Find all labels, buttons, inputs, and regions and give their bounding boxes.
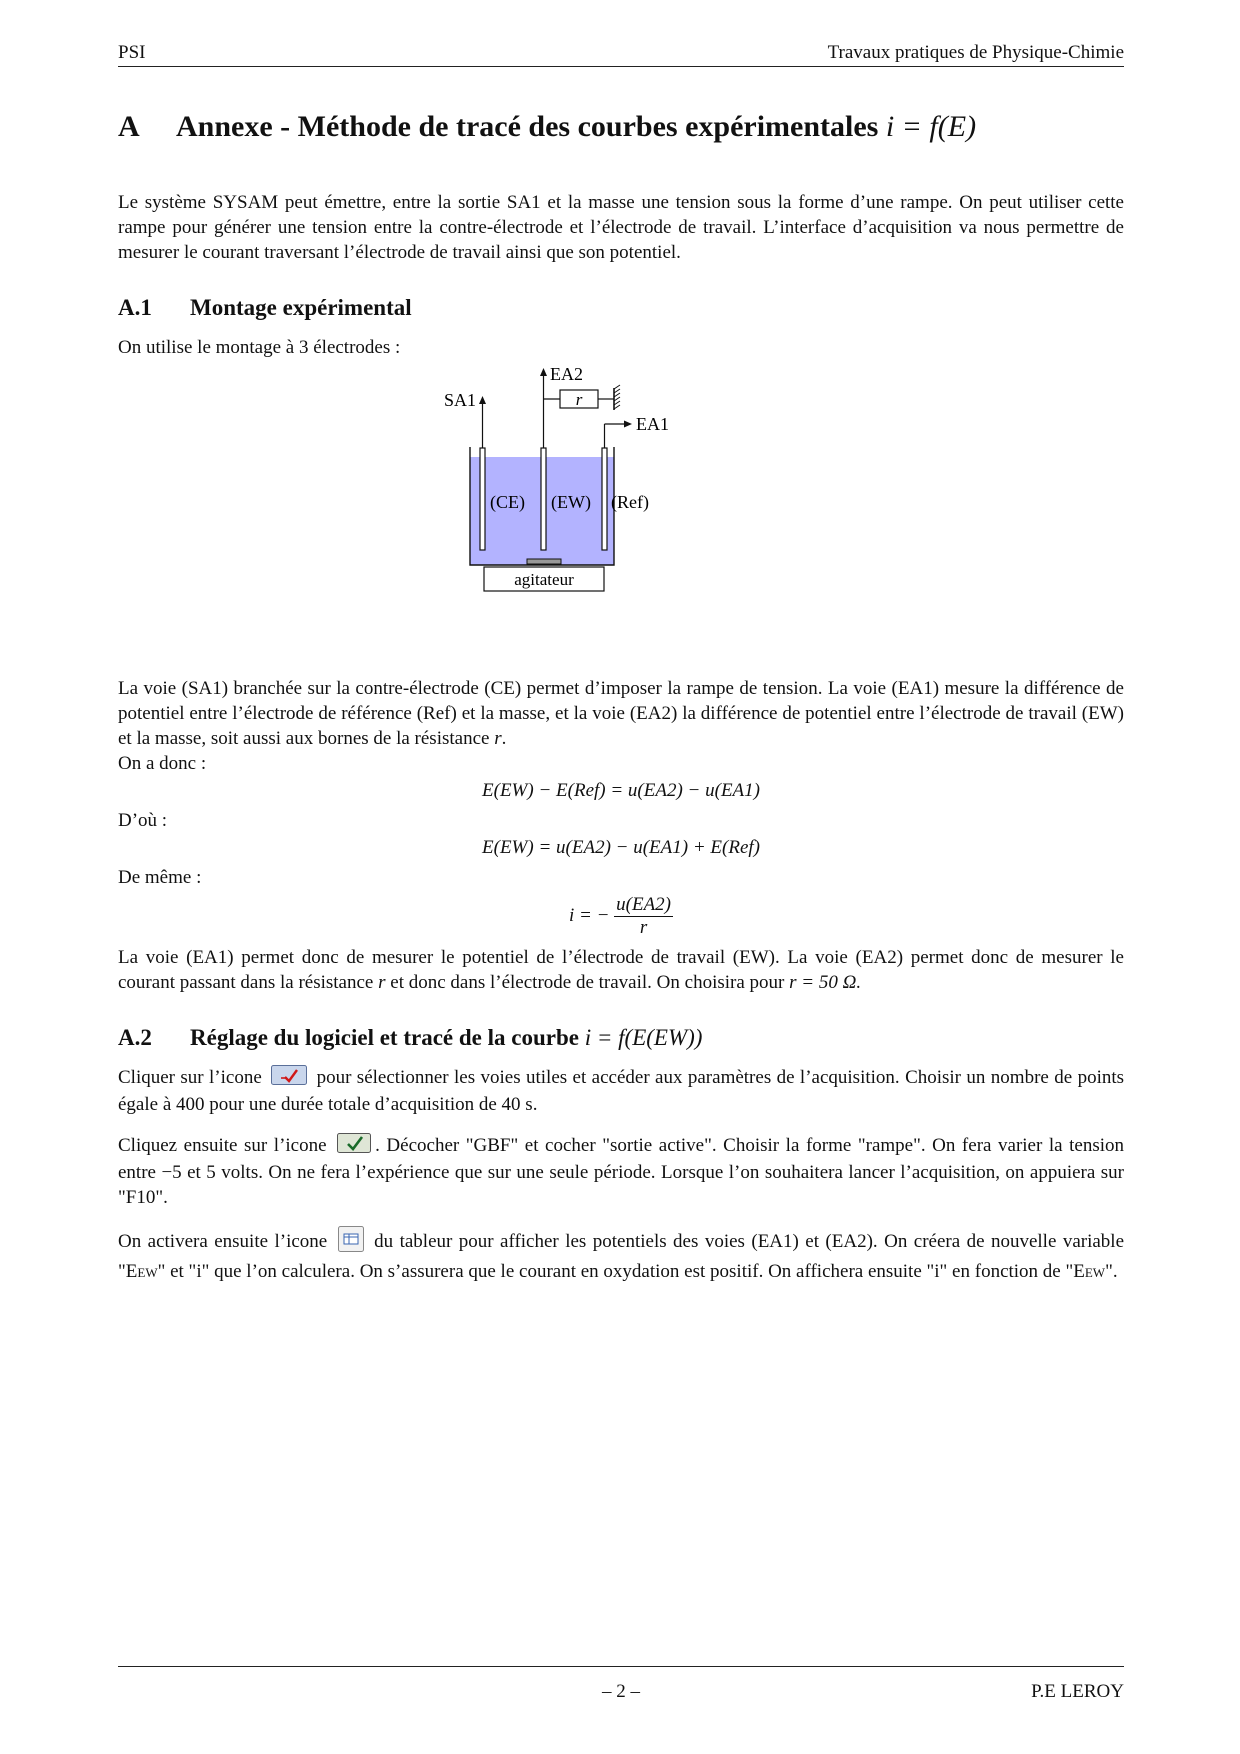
- montage-var-r: r: [494, 728, 502, 749]
- reference-electrode: [602, 448, 607, 550]
- equation-3: [118, 894, 1124, 939]
- software-paragraph-2: [118, 1133, 1124, 1210]
- page-content: [118, 110, 1124, 1285]
- section-title-text: Annexe - Méthode de tracé des courbes expérimentales: [176, 110, 879, 143]
- equation-3-lhs: i = −: [568, 904, 610, 926]
- stirrer-label: agitateur: [514, 570, 574, 589]
- montage-end: .: [501, 728, 507, 749]
- output-settings-icon[interactable]: [337, 1133, 371, 1160]
- section-number: A: [118, 110, 140, 143]
- software-p3-d: ".: [1105, 1261, 1118, 1283]
- subsection-2-number: A.2: [118, 1025, 152, 1050]
- software-p2-b: . Décocher "GBF" et cocher "sortie active". Choisir la forme "rampe". On fera varier la tension entre −5 et 5 volts. On ne fera l’expérience que sur une seule période. Lorsque l’on souhaitera lancer l’acquisition, on appuiera sur "F10".: [118, 1135, 1125, 1209]
- ground-hatch: [614, 385, 620, 409]
- software-p3-sub1: EW: [137, 1265, 158, 1281]
- footer-author: P.E LEROY: [1031, 1681, 1124, 1702]
- ref-label: (Ref): [611, 492, 649, 512]
- software-p1-b: pour sélectionner les voies utiles et accéder aux paramètres de l’acquisition. Choisir un nombre de points égale à 400 pour une durée totale d’acquisition de 40 s.: [118, 1067, 1125, 1116]
- ce-label: (CE): [490, 492, 525, 512]
- software-p3-b: du tableur pour afficher les potentiels des voies (EA1) et (EA2). On créera de nouvelle variable "E: [118, 1231, 1125, 1283]
- software-paragraph-3: [118, 1226, 1124, 1285]
- subsection-1-title-text: Montage expérimental: [190, 295, 412, 320]
- ea1-label: EA1: [636, 414, 669, 434]
- subsection-1-title: [118, 295, 1124, 321]
- measurement-r-value: r = 50 Ω.: [789, 972, 862, 993]
- measurement-text-a: La voie (EA1) permet donc de mesurer le potentiel de l’électrode de travail (EW). La voie (EA2) permet donc de mesurer le courant passant dans la résistance: [118, 947, 1124, 993]
- spreadsheet-icon[interactable]: [338, 1226, 364, 1259]
- acquisition-icon[interactable]: [271, 1065, 307, 1092]
- subsection-1-number: A.1: [118, 295, 152, 320]
- software-p2-a: Cliquez ensuite sur l’icone: [118, 1135, 327, 1157]
- ew-label: (EW): [551, 492, 591, 512]
- measurement-paragraph: [118, 945, 1124, 995]
- equation-3-fraction: [614, 894, 673, 939]
- software-p3-sub2: EW: [1084, 1265, 1106, 1281]
- page-header: [118, 38, 1124, 67]
- on-a-donc: On a donc :: [118, 753, 207, 774]
- montage-text: La voie (SA1) branchée sur la contre-électrode (CE) permet d’imposer la rampe de tension. La voie (EA1) mesure la différence de potentiel entre l’électrode de référence (Ref) et la masse, et la voie (EA2) la différence de potentiel entre l’électrode de travail (EW) et la masse, soit aussi aux bornes de la résistance: [118, 678, 1124, 749]
- header-right: Travaux pratiques de Physique-Chimie: [827, 42, 1124, 63]
- working-electrode: [541, 448, 546, 550]
- software-paragraph-1: [118, 1065, 1124, 1117]
- equation-2: E(EW) = u(EA2) − u(EA1) + E(Ref): [482, 837, 760, 858]
- sa1-arrow: [479, 396, 486, 404]
- de-meme: De même :: [118, 867, 202, 888]
- software-p3-c: " et "i" que l’on calculera. On s’assurera que le courant en oxydation est positif. On affichera ensuite "i" en fonction de "E: [157, 1261, 1085, 1283]
- measurement-text-b: et donc dans l’électrode de travail. On choisira pour: [390, 972, 785, 993]
- section-title: [118, 110, 1124, 144]
- ea1-arrow: [624, 421, 632, 428]
- equation-3-numerator: u(EA2): [616, 894, 672, 915]
- intro-paragraph: Le système SYSAM peut émettre, entre la sortie SA1 et la masse une tension sous la forme d’une rampe. On peut utiliser cette rampe pour générer une tension entre la contre-électrode et l’électrode de travail. L’interface d’acquisition va nous permettre de mesurer le courant traversant l’électrode de travail ainsi que son potentiel.: [118, 192, 1124, 263]
- software-p3-a: On activera ensuite l’icone: [118, 1231, 328, 1253]
- electrode-diagram: [118, 362, 1124, 662]
- montage-lead: On utilise le montage à 3 électrodes :: [118, 337, 401, 358]
- montage-paragraph: [118, 676, 1124, 751]
- counter-electrode: [480, 448, 485, 550]
- section-title-math: i = f(E): [885, 110, 977, 143]
- subsection-2-title-math: i = f(E(EW)): [584, 1025, 703, 1050]
- resistor-label: r: [575, 390, 583, 409]
- subsection-2-title-text: Réglage du logiciel et tracé de la courbe: [190, 1025, 579, 1050]
- page-footer: [118, 1666, 1124, 1707]
- sa1-label: SA1: [443, 390, 476, 410]
- subsection-2-title: [118, 1025, 1124, 1051]
- ea2-label: EA2: [550, 364, 583, 384]
- stir-bar: [527, 559, 561, 564]
- equation-1: E(EW) − E(Ref) = u(EA2) − u(EA1): [482, 780, 760, 801]
- ea2-arrow: [540, 368, 547, 376]
- header-left: PSI: [118, 42, 146, 63]
- measurement-var-r: r: [378, 972, 386, 993]
- electrode-setup-figure: [118, 362, 1124, 662]
- equation-3-denominator: r: [639, 917, 648, 938]
- page-number: – 2 –: [602, 1681, 640, 1702]
- software-p1-a: Cliquer sur l’icone: [118, 1067, 262, 1088]
- dou: D’où :: [118, 810, 168, 831]
